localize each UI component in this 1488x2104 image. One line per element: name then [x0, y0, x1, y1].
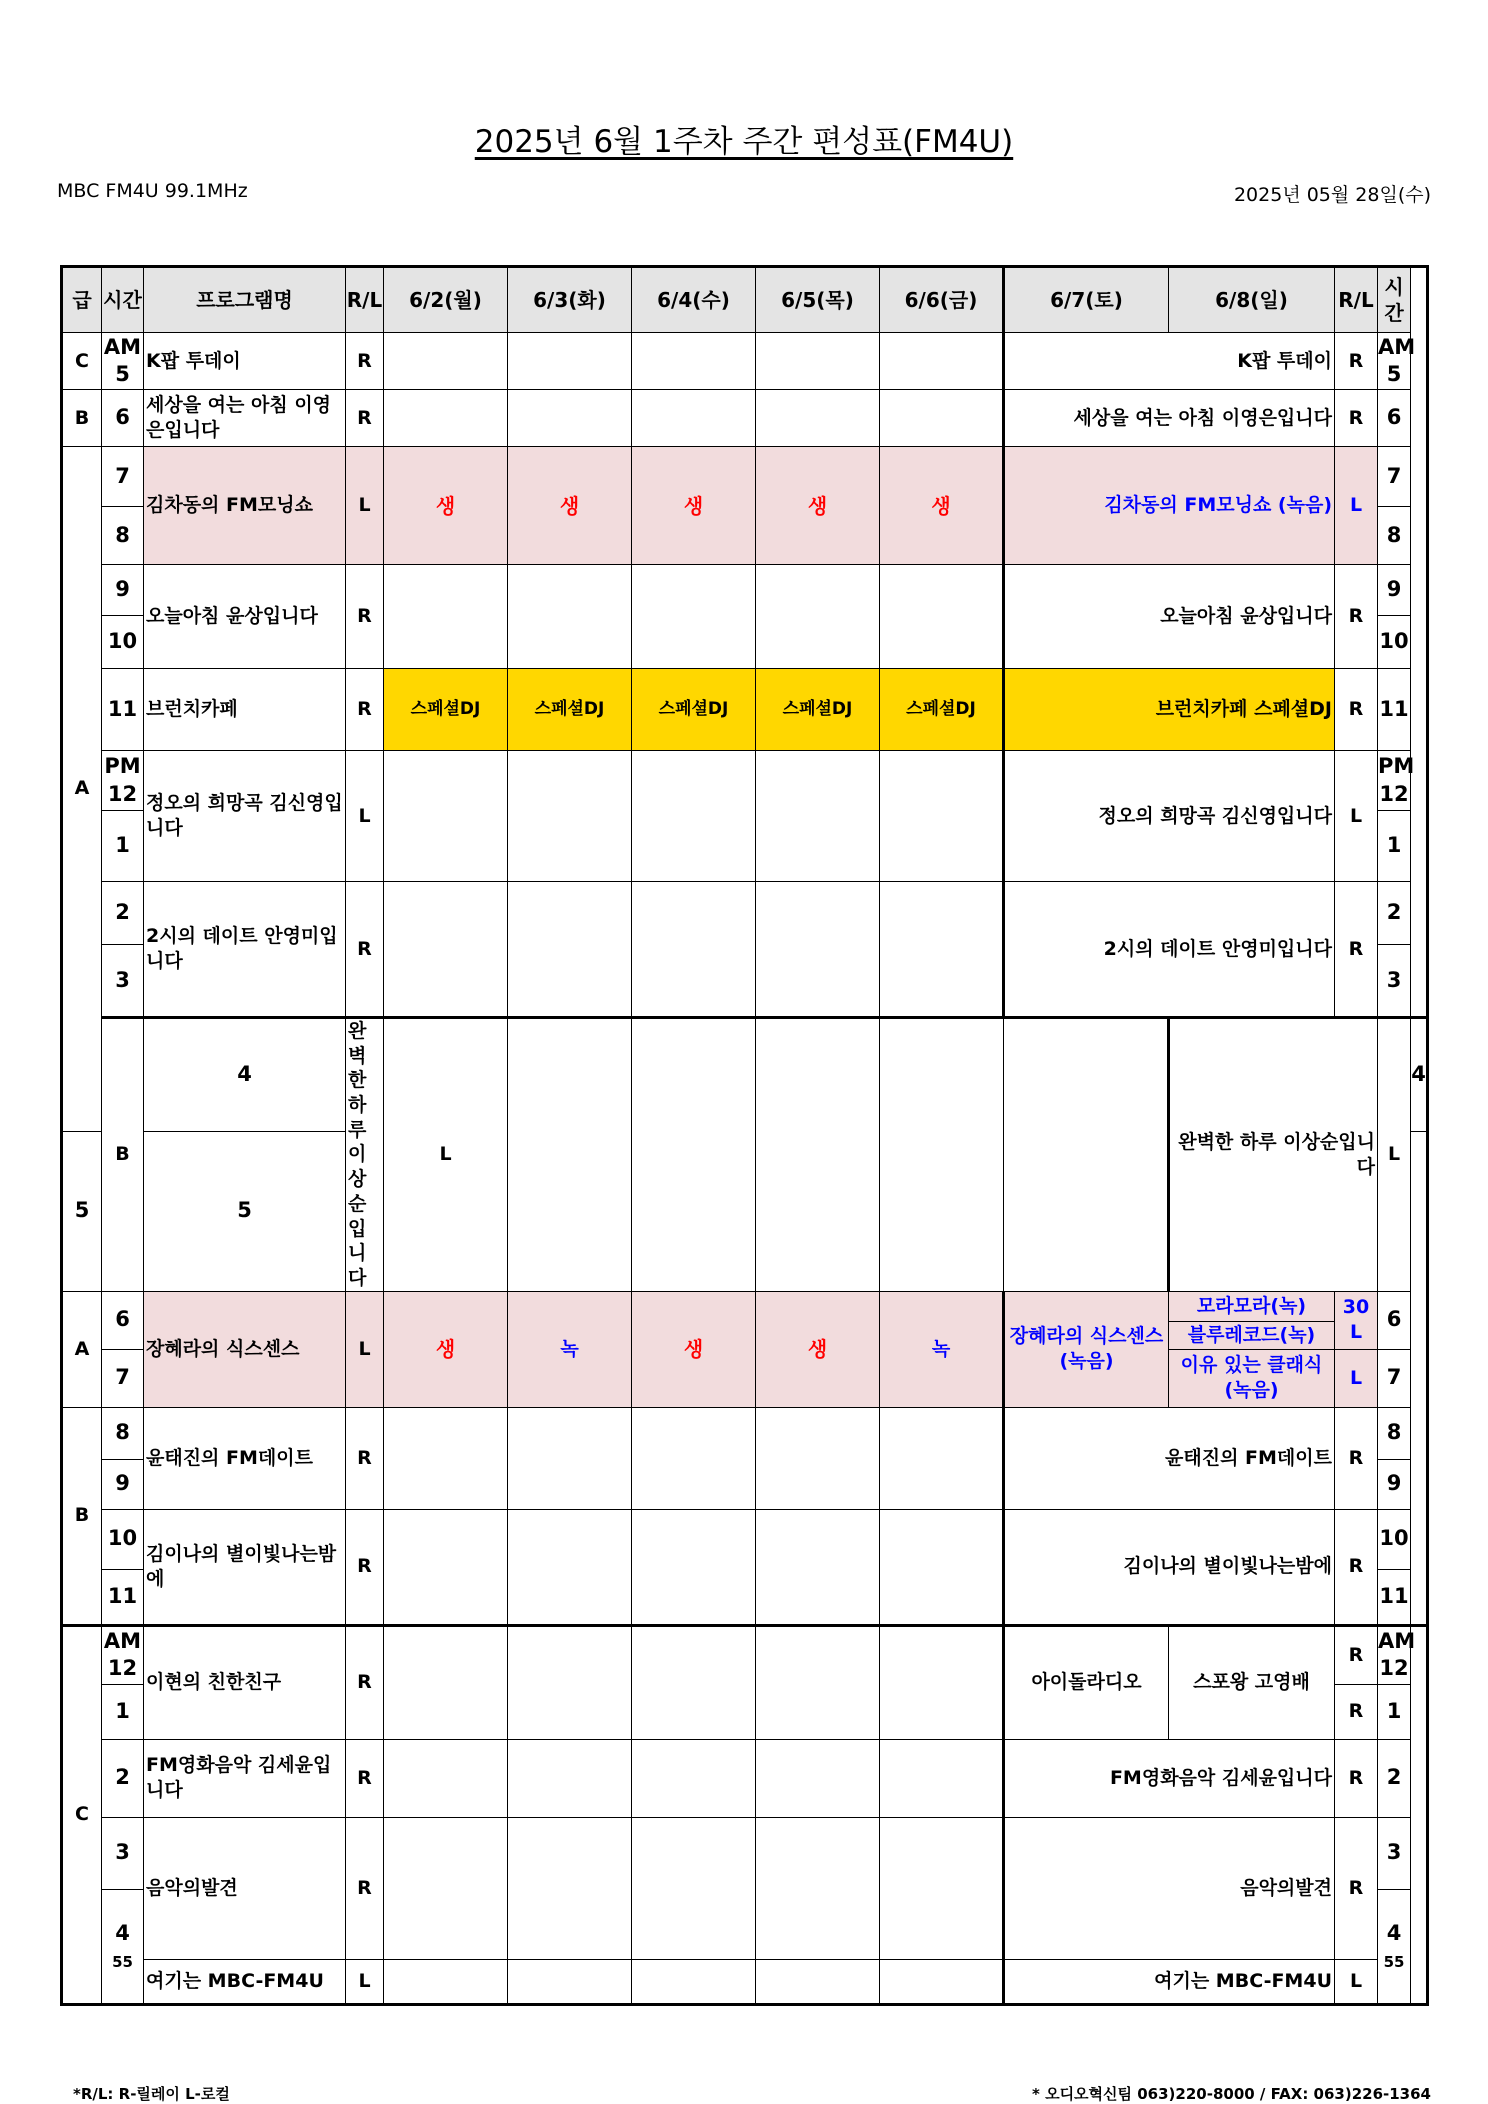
rl-cell: L	[346, 751, 384, 882]
rl-cell: R	[1335, 1625, 1378, 1684]
weekend-program: 블루레코드(녹)	[1169, 1321, 1335, 1349]
col-day-tue: 6/3(화)	[508, 267, 632, 333]
rl-cell: R	[346, 882, 384, 1018]
col-grade: 급	[62, 267, 102, 333]
page-title: 2025년 6월 1주차 주간 편성표(FM4U)	[474, 124, 1014, 160]
table-row	[62, 390, 1428, 447]
hour-cell: 2	[1378, 1739, 1411, 1817]
hour-cell: 5	[144, 1131, 346, 1291]
table-row	[62, 1739, 1428, 1817]
table-row	[62, 1291, 1428, 1321]
rl-cell: L	[346, 1291, 384, 1407]
table-row	[62, 1018, 1428, 1132]
hour-cell: 1	[102, 811, 144, 882]
weekend-program: 완벽한 하루 이상순입니다	[1169, 1018, 1378, 1292]
weekend-program: 정오의 희망곡 김신영입니다	[1004, 751, 1335, 882]
hour-cell: 11	[1378, 669, 1411, 751]
hour-cell: 3	[1378, 1817, 1411, 1889]
col-day-mon: 6/2(월)	[384, 267, 508, 333]
hour-cell: 9	[1378, 565, 1411, 616]
col-day-wed: 6/4(수)	[632, 267, 756, 333]
col-program: 프로그램명	[144, 267, 346, 333]
special-dj-mark: 스페셜DJ	[508, 669, 632, 751]
recorded-mark: 녹	[880, 1291, 1004, 1407]
grade-cell: B	[62, 390, 102, 447]
weekend-program: 김차동의 FM모닝쇼 (녹음)	[1004, 447, 1335, 565]
hour-cell: AM 12	[102, 1625, 144, 1684]
hour-cell: 7	[1378, 1349, 1411, 1407]
contact-info: * 오디오혁신팀 063)220-8000 / FAX: 063)226-1364	[1032, 2085, 1431, 2103]
table-row	[62, 1625, 1428, 1684]
hour-cell: 2	[102, 1739, 144, 1817]
rl-cell: R	[1335, 1407, 1378, 1509]
grade-cell: B	[62, 1407, 102, 1625]
special-dj-mark: 스페셜DJ	[632, 669, 756, 751]
table-header-row	[62, 267, 1428, 333]
hour-cell: PM 12	[102, 751, 144, 811]
col-day-sat: 6/7(토)	[1004, 267, 1169, 333]
hour-cell: 1	[102, 1684, 144, 1739]
hour-cell: 7	[1378, 447, 1411, 507]
hour-cell: 4	[144, 1018, 346, 1132]
weekend-program: 스포왕 고영배	[1169, 1625, 1335, 1739]
weekend-program: K팝 투데이	[1004, 333, 1335, 390]
rl-cell: R	[346, 1625, 384, 1739]
hour-label: 4	[1386, 1920, 1402, 1945]
weekend-program: 장혜라의 식스센스 (녹음)	[1004, 1291, 1169, 1407]
hour-cell: PM 12	[1378, 751, 1411, 811]
rl-cell: R	[346, 565, 384, 669]
hour-cell: 6	[1378, 390, 1411, 447]
hour-cell: AM 5	[102, 333, 144, 390]
special-dj-mark: 스페셜DJ	[880, 669, 1004, 751]
hour-cell: 10	[102, 616, 144, 669]
hour-cell: 11	[102, 1569, 144, 1625]
rl-cell: L	[346, 1959, 384, 2004]
live-mark: 생	[880, 447, 1004, 565]
hour-cell: 6	[102, 390, 144, 447]
weekend-program: 이유 있는 클래식 (녹음)	[1169, 1349, 1335, 1407]
live-mark: 생	[632, 447, 756, 565]
rl-cell: R	[1335, 1739, 1378, 1817]
live-mark: 생	[384, 1291, 508, 1407]
rl-cell: R	[346, 669, 384, 751]
program-name: 이현의 친한친구	[144, 1625, 346, 1739]
hour-cell: 7	[102, 1349, 144, 1407]
program-name: 브런치카페	[144, 669, 346, 751]
table-row	[62, 669, 1428, 751]
hour-cell: 9	[1378, 1459, 1411, 1509]
program-name: 김이나의 별이빛나는밤에	[144, 1509, 346, 1625]
hour-cell: 7	[102, 447, 144, 507]
program-name: 김차동의 FM모닝쇼	[144, 447, 346, 565]
table-row	[62, 1509, 1428, 1569]
col-day-thu: 6/5(목)	[756, 267, 880, 333]
rl-cell: R	[346, 1509, 384, 1625]
station-info: MBC FM4U 99.1MHz	[57, 180, 248, 202]
program-name: 장혜라의 식스센스	[144, 1291, 346, 1407]
hour-cell: 3	[102, 1817, 144, 1889]
col-time-right: 시간	[1378, 267, 1411, 333]
live-mark: 생	[508, 447, 632, 565]
hour-cell: 3	[1378, 945, 1411, 1018]
table-row	[62, 333, 1428, 390]
table-row	[62, 565, 1428, 616]
minute-label: 55	[112, 1952, 133, 1971]
minute-label: 55	[1383, 1952, 1405, 1971]
table-row	[62, 447, 1428, 507]
hour-cell	[102, 1889, 144, 2004]
grade-cell: A	[62, 1291, 102, 1407]
rl-cell: L	[1335, 751, 1378, 882]
special-dj-mark: 스페셜DJ	[756, 669, 880, 751]
grade-cell: C	[62, 1625, 102, 2004]
rl-cell: L	[1378, 1018, 1411, 1292]
hour-cell: 1	[1378, 811, 1411, 882]
weekend-program: 아이돌라디오	[1004, 1625, 1169, 1739]
grade-cell: C	[62, 333, 102, 390]
issue-date: 2025년 05월 28일(수)	[1233, 184, 1431, 206]
program-name: 완벽한 하루 이상순입니다	[346, 1018, 384, 1292]
weekend-program: 브런치카페 스페셜DJ	[1004, 669, 1335, 751]
table-row	[62, 1817, 1428, 1889]
hour-cell	[1378, 1889, 1411, 2004]
program-name: 2시의 데이트 안영미입니다	[144, 882, 346, 1018]
program-name: 음악의발견	[144, 1817, 346, 1959]
hour-cell: 10	[102, 1509, 144, 1569]
program-name: FM영화음악 김세윤입니다	[144, 1739, 346, 1817]
table-row	[62, 751, 1428, 811]
rl-cell: R	[346, 390, 384, 447]
rl-cell: R	[1335, 1817, 1378, 1959]
grade-cell: B	[102, 1018, 144, 1292]
rl-cell: L	[1335, 1959, 1378, 2004]
weekend-program: 윤태진의 FM데이트	[1004, 1407, 1335, 1509]
program-name: K팝 투데이	[144, 333, 346, 390]
col-day-fri: 6/6(금)	[880, 267, 1004, 333]
program-name: 오늘아침 윤상입니다	[144, 565, 346, 669]
rl-cell: R	[1335, 1509, 1378, 1625]
hour-cell: 8	[1378, 507, 1411, 565]
hour-cell: 6	[1378, 1291, 1411, 1349]
live-mark: 생	[756, 447, 880, 565]
weekend-program: 세상을 여는 아침 이영은입니다	[1004, 390, 1335, 447]
hour-cell: 2	[1378, 882, 1411, 945]
weekend-program: 음악의발견	[1004, 1817, 1335, 1959]
hour-cell: 2	[102, 882, 144, 945]
hour-cell: 6	[102, 1291, 144, 1349]
weekend-program: 모라모라(녹)	[1169, 1291, 1335, 1321]
hour-cell: 11	[1378, 1569, 1411, 1625]
rl-cell: R	[1335, 1684, 1378, 1739]
rl-cell: L	[1335, 1349, 1378, 1407]
rl-cell: 30 L	[1335, 1291, 1378, 1349]
hour-cell: 3	[102, 945, 144, 1018]
rl-cell: R	[1335, 669, 1378, 751]
live-mark: 생	[756, 1291, 880, 1407]
hour-cell: 5	[62, 1131, 102, 1291]
live-mark: 생	[632, 1291, 756, 1407]
col-rl-weekend: R/L	[1335, 267, 1378, 333]
rl-cell: L	[1335, 447, 1378, 565]
hour-cell: 8	[102, 507, 144, 565]
program-name: 정오의 희망곡 김신영입니다	[144, 751, 346, 882]
col-time: 시간	[102, 267, 144, 333]
program-name: 세상을 여는 아침 이영은입니다	[144, 390, 346, 447]
col-rl: R/L	[346, 267, 384, 333]
hour-cell: 10	[1378, 616, 1411, 669]
hour-cell: 8	[102, 1407, 144, 1459]
hour-label: 4	[115, 1920, 130, 1945]
weekend-program: FM영화음악 김세윤입니다	[1004, 1739, 1335, 1817]
hour-cell: AM 5	[1378, 333, 1411, 390]
hour-cell: AM 12	[1378, 1625, 1411, 1684]
program-name: 윤태진의 FM데이트	[144, 1407, 346, 1509]
rl-cell: R	[346, 333, 384, 390]
rl-cell: R	[1335, 565, 1378, 669]
rl-cell: R	[1335, 333, 1378, 390]
rl-cell: R	[1335, 882, 1378, 1018]
rl-legend: *R/L: R-릴레이 L-로컬	[73, 2085, 230, 2103]
hour-cell: 9	[102, 1459, 144, 1509]
rl-cell: R	[1335, 390, 1378, 447]
grade-cell: A	[62, 447, 102, 1132]
live-mark: 생	[384, 447, 508, 565]
program-name: 여기는 MBC-FM4U	[144, 1959, 346, 2004]
table-row	[62, 1959, 1428, 2004]
rl-cell: R	[346, 1739, 384, 1817]
hour-cell: 10	[1378, 1509, 1411, 1569]
hour-cell: 8	[1378, 1407, 1411, 1459]
schedule-table	[60, 265, 1429, 2006]
table-row	[62, 1407, 1428, 1459]
rl-cell: L	[346, 447, 384, 565]
special-dj-mark: 스페셜DJ	[384, 669, 508, 751]
hour-cell: 1	[1378, 1684, 1411, 1739]
col-day-sun: 6/8(일)	[1169, 267, 1335, 333]
rl-cell: R	[346, 1817, 384, 1959]
hour-cell: 4	[1411, 1018, 1428, 1132]
rl-cell: R	[346, 1407, 384, 1509]
weekend-program: 오늘아침 윤상입니다	[1004, 565, 1335, 669]
hour-cell: 9	[102, 565, 144, 616]
table-row	[62, 882, 1428, 945]
weekend-program: 2시의 데이트 안영미입니다	[1004, 882, 1335, 1018]
recorded-mark: 녹	[508, 1291, 632, 1407]
weekend-program: 여기는 MBC-FM4U	[1004, 1959, 1335, 2004]
weekend-program: 김이나의 별이빛나는밤에	[1004, 1509, 1335, 1625]
hour-cell: 11	[102, 669, 144, 751]
rl-cell: L	[384, 1018, 508, 1292]
